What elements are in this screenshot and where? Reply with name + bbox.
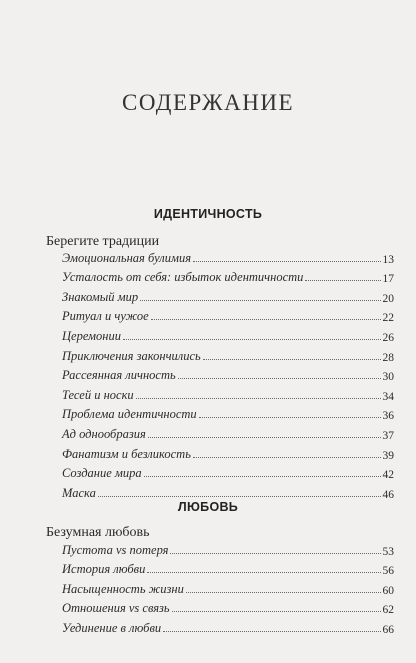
dot-leader — [98, 495, 381, 497]
toc-entry-page-number: 37 — [382, 429, 394, 442]
toc-entry — [62, 285, 394, 305]
toc-entry-page-number: 53 — [382, 545, 394, 558]
toc-entry-page-number: 46 — [382, 488, 394, 501]
dot-leader — [186, 591, 381, 593]
toc-entry-page-number: 22 — [382, 312, 394, 325]
toc-entry-label: Насыщенность жизни — [62, 581, 184, 596]
toc-entry-label: Маска — [62, 485, 96, 500]
dot-leader — [170, 552, 380, 554]
toc-entry — [62, 383, 394, 403]
toc-entry-label: Создание мира — [62, 466, 142, 481]
dot-leader — [148, 436, 381, 438]
entry-list-love — [62, 538, 394, 636]
toc-entry-label: Фанатизм и безликость — [62, 446, 191, 461]
entry-list-identity — [62, 246, 394, 501]
toc-entry-label: Усталость от себя: избыток идентичности — [62, 270, 304, 285]
toc-entry-label: Церемонии — [62, 328, 121, 343]
toc-entry-page-number: 62 — [382, 604, 394, 617]
toc-entry — [62, 558, 394, 578]
dot-leader — [147, 571, 380, 573]
toc-entry — [62, 324, 394, 344]
dot-leader — [144, 475, 381, 477]
toc-entry — [62, 616, 394, 636]
dot-leader — [123, 338, 381, 340]
toc-entry-label: Проблема идентичности — [62, 407, 197, 422]
toc-entry-label: Отношения vs связь — [62, 601, 170, 616]
dot-leader — [305, 279, 380, 281]
toc-entry-label: Знакомый мир — [62, 289, 139, 304]
toc-entry-page-number: 20 — [382, 292, 394, 305]
dot-leader — [163, 630, 380, 632]
toc-entry — [62, 481, 394, 501]
toc-entry-page-number: 36 — [382, 410, 394, 423]
toc-entry — [62, 266, 394, 286]
toc-entry-label: Пустота vs потеря — [62, 542, 169, 557]
toc-entry — [62, 403, 394, 423]
toc-entry-label: Эмоциональная булимия — [62, 250, 192, 265]
page-title: СОДЕРЖАНИЕ — [121, 90, 294, 115]
chapter-title-love: Безумная любовь — [46, 525, 150, 540]
dot-leader — [178, 377, 381, 379]
toc-entry — [62, 422, 394, 442]
dot-leader — [140, 299, 380, 301]
chapter-title-traditions: Берегите традиции — [46, 234, 160, 249]
toc-entry — [62, 462, 394, 482]
dot-leader — [136, 397, 381, 399]
toc-entry-page-number: 34 — [382, 390, 394, 403]
toc-entry — [62, 442, 394, 462]
toc-entry-page-number: 56 — [382, 565, 394, 578]
toc-entry-label: Уединение в любви — [62, 620, 162, 635]
toc-entry-label: Ад однообразия — [62, 426, 146, 441]
toc-entry — [62, 364, 394, 384]
toc-entry-label: Ритуал и чужое — [62, 309, 149, 324]
toc-entry-page-number: 13 — [382, 253, 394, 266]
toc-entry — [62, 305, 394, 325]
section-heading-love: ЛЮБОВЬ — [177, 500, 239, 514]
section-heading-identity: ИДЕНТИЧНОСТЬ — [153, 207, 263, 221]
dot-leader — [193, 260, 380, 262]
toc-entry — [62, 597, 394, 617]
dot-leader — [193, 456, 381, 458]
toc-entry — [62, 577, 394, 597]
toc-entry-page-number: 42 — [382, 469, 394, 482]
dot-leader — [199, 416, 381, 418]
toc-entry-label: Приключения закончились — [62, 348, 201, 363]
toc-entry-label: Тесей и носки — [62, 387, 134, 402]
toc-entry — [62, 344, 394, 364]
toc-entry-page-number: 17 — [382, 273, 394, 286]
toc-entry-page-number: 28 — [382, 351, 394, 364]
toc-entry-page-number: 30 — [382, 371, 394, 384]
toc-entry-label: Рассеянная личность — [62, 368, 176, 383]
dot-leader — [151, 318, 381, 320]
toc-entry-page-number: 66 — [382, 623, 394, 636]
toc-entry-label: История любви — [62, 562, 146, 577]
toc-entry-page-number: 60 — [382, 584, 394, 597]
toc-entry-page-number: 26 — [382, 331, 394, 344]
dot-leader — [203, 358, 381, 360]
toc-entry — [62, 538, 394, 558]
dot-leader — [172, 610, 381, 612]
toc-entry-page-number: 39 — [382, 449, 394, 462]
toc-entry — [62, 246, 394, 266]
